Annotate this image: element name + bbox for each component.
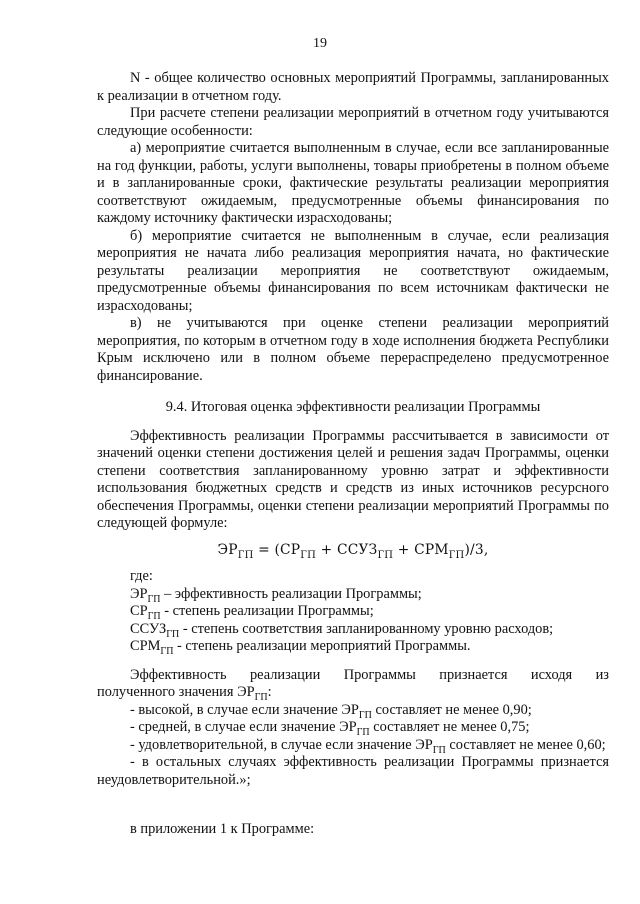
- definition-symbol-sub: ГП: [147, 610, 161, 622]
- formula-term-3: СРМ: [414, 541, 449, 558]
- definition-symbol-sub: ГП: [147, 593, 161, 605]
- formula-plus-1: +: [316, 541, 337, 558]
- level-sub: ГП: [356, 726, 370, 738]
- formula: [97, 542, 609, 560]
- recognition-word: исходя: [530, 666, 573, 683]
- level-text: - средней, в случае если значение ЭР: [130, 719, 357, 735]
- level-sub: ГП: [432, 744, 446, 756]
- paragraph-efficiency: Эффективность реализации Программы рассчитывается в зависимости от значений оценки степени достижения целей и решения задач Программы, оценки степени соответствия запланированному уровню затрат и эффективности использования бюджетных средств и средств из иных источников ресурсного обеспечения Программы, оценки степени реализации мероприятий Программы по следующей формуле:: [97, 427, 609, 531]
- paragraph-item-a: а) мероприятие считается выполненным в случае, если все запланированные на год функции, работы, услуги выполнены, товары приобретены в полном объеме и в запланированные сроки, фактические результаты реализации мероприятия соответствуют ожидаемым, предусмотренные объемы финансирования по каждому источнику фактически израсходованы;: [97, 140, 609, 226]
- definition-er: [97, 586, 609, 604]
- definition-symbol-sub: ГП: [160, 645, 174, 657]
- level-text: составляет не менее 0,90;: [371, 701, 532, 718]
- paragraph-item-b: б) мероприятие считается не выполненным в случае, если реализация мероприятия не начата либо реализация мероприятия начата, но фактические результаты реализации мероприятия не соответствуют ожидаемым, предусмотренные объемы финансирования по всем источникам фактически не израсходованы;: [97, 227, 609, 314]
- formula-eq: = (: [253, 541, 281, 558]
- definition-sr: [97, 603, 609, 621]
- formula-lhs: ЭР: [217, 541, 238, 558]
- level-other: - в остальных случаях эффективность реализации Программы признается неудовлетворительной.»;: [97, 754, 609, 788]
- level-satisfactory: [97, 737, 609, 755]
- definition-text: - степень реализации мероприятий Программы.: [173, 638, 471, 654]
- formula-term-1: СР: [280, 541, 301, 558]
- definition-text: - степень реализации Программы;: [160, 603, 374, 619]
- definition-text: - степень соответствия запланированному уровню расходов;: [179, 620, 554, 637]
- formula-term-1-sub: ГП: [300, 549, 317, 561]
- recognition-word: реализации: [249, 666, 321, 683]
- recognition-text: полученного значения ЭР: [97, 684, 255, 700]
- level-sub: ГП: [358, 709, 372, 721]
- appendix-line: в приложении 1 к Программе:: [130, 821, 315, 837]
- section-heading: 9.4. Итоговая оценка эффективности реализации Программы: [165, 399, 541, 415]
- level-text: составляет не менее 0,60;: [445, 736, 606, 753]
- formula-term-3-sub: ГП: [448, 549, 465, 561]
- formula-plus-2: +: [393, 541, 415, 558]
- recognition-line-1: [97, 667, 609, 685]
- definition-srm: [97, 638, 609, 656]
- level-medium: [97, 719, 609, 737]
- document-body: [97, 70, 609, 789]
- definition-symbol: ЭР: [130, 585, 148, 602]
- formula-term-2-sub: ГП: [377, 549, 394, 561]
- level-high: [97, 702, 609, 720]
- formula-end: )/3,: [464, 541, 489, 558]
- definition-symbol-sub: ГП: [166, 628, 180, 640]
- recognition-word: Программы: [343, 666, 416, 683]
- formula-term-2: ССУЗ: [336, 541, 378, 558]
- recognition-sub: ГП: [254, 691, 268, 703]
- definition-symbol: СР: [130, 603, 148, 619]
- recognition-word: Эффективность: [130, 666, 227, 683]
- definition-text: – эффективность реализации Программы;: [160, 585, 422, 602]
- where-label: где:: [130, 568, 153, 584]
- recognition-colon: :: [267, 684, 272, 700]
- paragraph-n-definition: N - общее количество основных мероприятий Программы, запланированных к реализации в отчетном году.: [97, 70, 609, 104]
- level-text: - удовлетворительной, в случае если значение ЭР: [130, 736, 433, 753]
- recognition-line-2: [97, 684, 609, 702]
- paragraph-intro: При расчете степени реализации мероприятий в отчетном году учитываются следующие особенности:: [97, 105, 609, 139]
- definition-symbol: СРМ: [130, 638, 161, 654]
- formula-lhs-sub: ГП: [237, 549, 254, 561]
- definition-ssuz: [97, 621, 609, 639]
- recognition-word: признается: [439, 666, 508, 683]
- level-text: составляет не менее 0,75;: [369, 719, 530, 735]
- paragraph-item-v: в) не учитываются при оценке степени реализации мероприятий мероприятия, по которым в отчетном году в ходе исполнения бюджета Республики Крым исключено или в полном объеме перераспределено предусмотренное финансирование.: [97, 315, 609, 384]
- recognition-word: из: [595, 666, 609, 683]
- page-number: 19: [313, 36, 327, 51]
- definition-symbol: ССУЗ: [130, 620, 167, 637]
- level-text: - высокой, в случае если значение ЭР: [130, 701, 359, 718]
